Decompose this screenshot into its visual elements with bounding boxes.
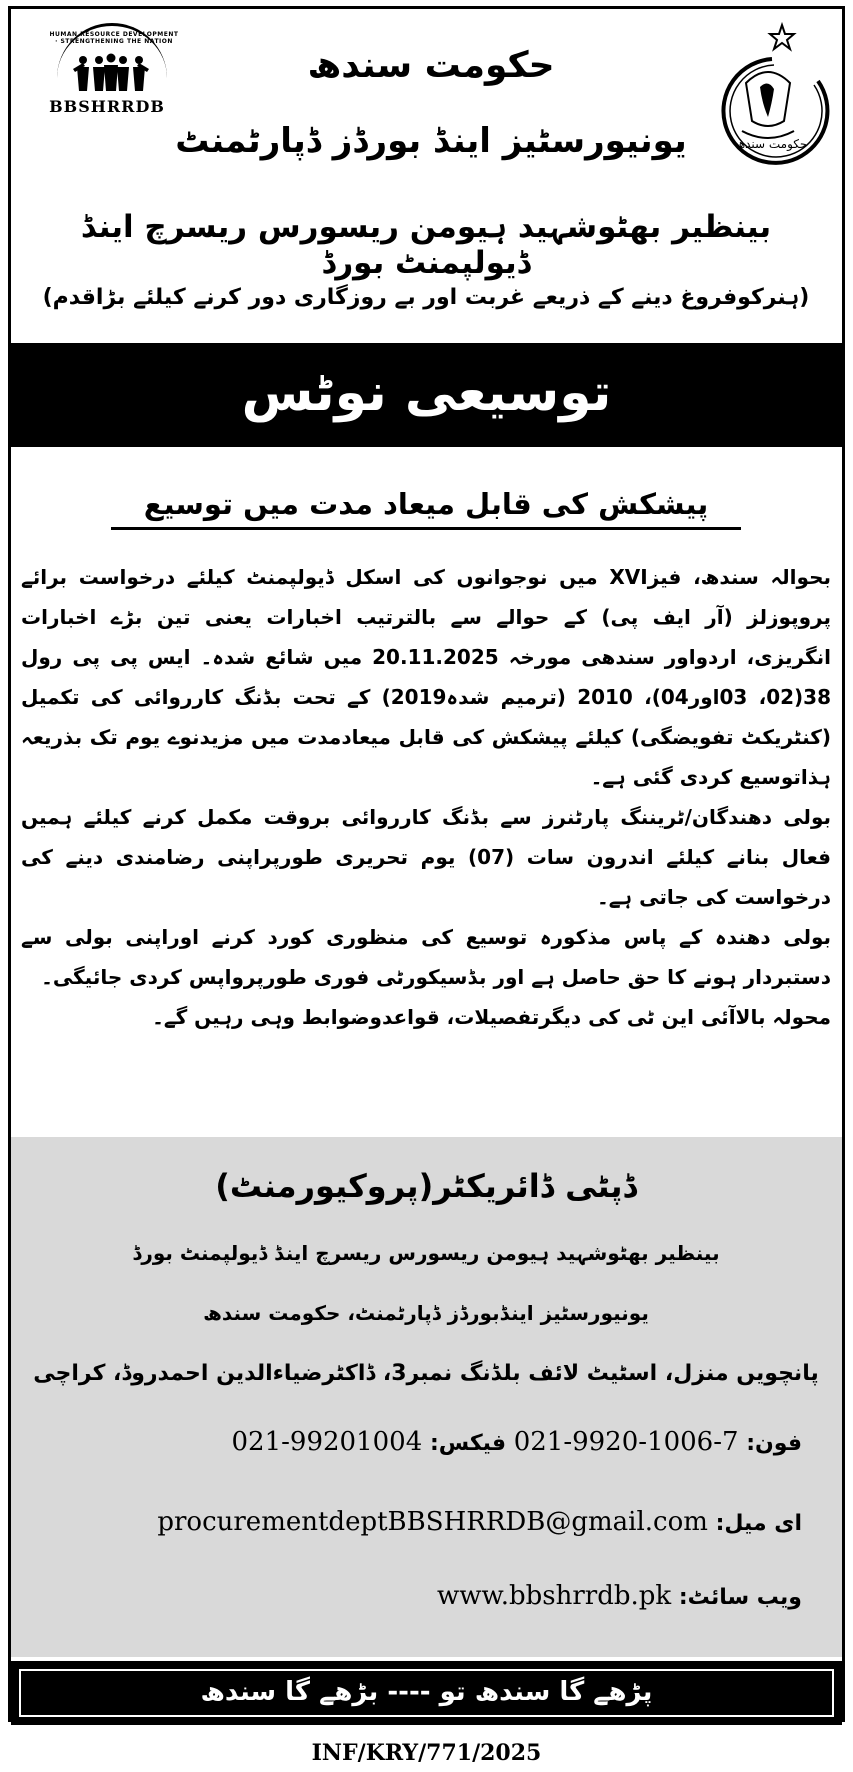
slogan-text: پڑھے گا سندھ تو ---- بڑھے گا سندھ: [200, 1677, 653, 1707]
contact-section: [11, 1137, 842, 1657]
contact-phone-fax: [232, 1427, 802, 1457]
header-department: یونیورسٹیز اینڈ بورڈز ڈپارٹمنٹ: [175, 121, 687, 161]
paragraph-1: بحوالہ سندھ، فیزXVI میں نوجوانوں کی اسکل ڈیولپمنٹ کیلئے درخواست برائے پروپوزلز (آر ایف پی) کے حوالے سے بالترتیب اخبارات یعنی تین بڑے اخبارات انگریزی، اردواور سندھی مورخہ 20.11.2025 میں شائع شدہ۔ ایس پی پی رول 38(02، 03اور04)، 2010 (ترمیم شدہ2019) کے تحت بڈنگ کارروائی کی تکمیل (کنٹریکٹ تفویضگی) کیلئے پیشکش کی قابل میعادمدت میں مزیدنوے یوم تک بذریعہ ہذاتوسیع کردی گئی ہے۔: [21, 565, 832, 789]
phone-value[interactable]: 021-9920-1006-7: [513, 1427, 739, 1457]
contact-department: یونیورسٹیز اینڈبورڈز ڈپارٹمنٹ، حکومت سندھ: [203, 1301, 649, 1325]
sindh-government-emblem: [702, 21, 832, 171]
bbshrrdb-logo: [27, 23, 187, 123]
website-label: ویب سائٹ:: [678, 1585, 802, 1610]
notice-title-band: [11, 343, 842, 447]
notice-subheading: پیشکش کی قابل میعاد مدت میں توسیع: [111, 487, 741, 530]
paragraph-4: محولہ بالاآئی این ٹی کی دیگرتفصیلات، قواعدوضوابط وہی رہیں گے۔: [152, 1005, 831, 1029]
fax-label: فیکس:: [429, 1431, 507, 1456]
phone-label: فون:: [746, 1431, 802, 1456]
notice-title: توسیعی نوٹس: [241, 363, 612, 423]
contact-board: بینظیر بھٹوشہید ہیومن ریسورس ریسرچ اینڈ ڈیولپمنٹ بورڈ: [132, 1241, 720, 1265]
reference-number: INF/KRY/771/2025: [311, 1740, 542, 1766]
header-board: بینظیر بھٹوشہید ہیومن ریسورس ریسرچ اینڈ ڈیولپمنٹ بورڈ: [80, 209, 772, 281]
logo-arc-text: HUMAN RESOURCE DEVELOPMENT · STRENGTHENING THE NATION: [49, 31, 179, 45]
website-value[interactable]: www.bbshrrdb.pk: [437, 1581, 672, 1611]
header: [11, 9, 842, 343]
contact-address: پانچویں منزل، اسٹیٹ لائف بلڈنگ نمبر3، ڈاکٹرضیاءالدین احمدروڈ، کراچی: [33, 1361, 819, 1386]
paragraph-3: بولی دھندہ کے پاس مذکورہ توسیع کی منظوری کورد کرنے اوراپنی بولی سے دستبردار ہونے کا حق حاصل ہے اور بڈسیکورٹی فوری طورپرواپس کردی جائیگی۔: [21, 925, 831, 989]
notice-body: [21, 557, 831, 1037]
advertisement-frame: [8, 6, 845, 1722]
header-tagline: (ہنرکوفروغ دینے کے ذریعے غربت اور بے روزگاری دور کرنے کیلئے بڑاقدم): [42, 285, 810, 310]
header-government: حکومت سندھ: [307, 45, 555, 86]
contact-email: [157, 1507, 802, 1537]
logo-brand: BBSHRRDB: [49, 97, 165, 116]
contact-title: ڈپٹی ڈائریکٹر(پروکیورمنٹ): [215, 1167, 637, 1205]
contact-website: [437, 1581, 802, 1611]
slogan-band: [11, 1661, 842, 1725]
fax-value[interactable]: 021-99201004: [231, 1427, 423, 1457]
slogan-box: [19, 1669, 834, 1717]
email-label: ای میل:: [715, 1511, 802, 1536]
emblem-caption: حکومت سندھ: [736, 137, 808, 151]
paragraph-2: بولی دھندگان/ٹریننگ پارٹنرز سے بڈنگ کارروائی بروقت مکمل کرنے کیلئے ہمیں فعال بنانے کیلئے اندرون سات (07) یوم تحریری طورپراپنی رضامندی دینے کی درخواست کی جاتی ہے۔: [21, 805, 831, 909]
email-value[interactable]: procurementdeptBBSHRRDB@gmail.com: [157, 1507, 708, 1537]
people-icon: [71, 53, 151, 93]
